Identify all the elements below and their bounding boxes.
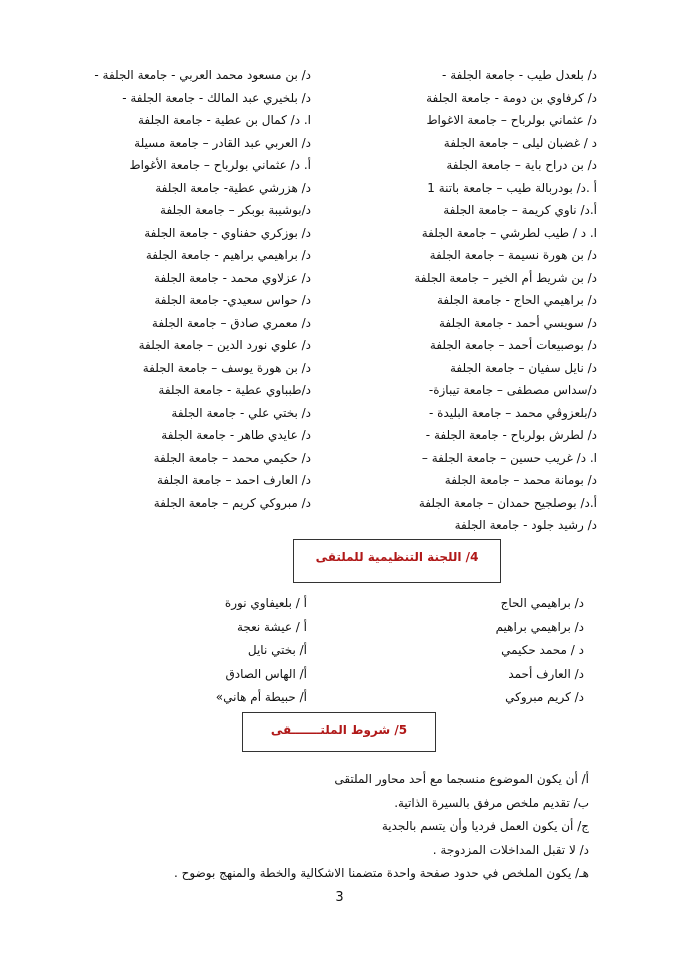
committee-member: ا. د/ كمال بن عطية - جامعة الجلفة <box>137 113 311 127</box>
committee-member: د/ لطرش بولرباح - جامعة الجلفة - <box>425 428 597 442</box>
committee-member: ا. د/ غريب حسين – جامعة الجلفة – <box>421 450 597 465</box>
organizing-committee-right-column <box>384 592 584 710</box>
condition-item: ب/ تقديم ملخص مرفق بالسيرة الذاتية. <box>394 795 589 810</box>
committee-member: د/ رشيد جلود - جامعة الجلفة <box>454 518 597 532</box>
committee-member: د/ بختي علي - جامعة الجلفة <box>171 405 311 420</box>
condition-item: ج/ أن يكون العمل فرديا وأن يتسم بالجدية <box>381 819 589 834</box>
committee-member: د/ بن شريط أم الخير – جامعة الجلفة <box>414 270 597 285</box>
committee-member: د/ براهيمي الحاج - جامعة الجلفة <box>436 293 597 307</box>
organizing-member: أ / عيشة نعجة <box>236 619 307 634</box>
section5-heading-box <box>242 712 436 752</box>
committee-member: د/ بومانة محمد – جامعة الجلفة <box>444 473 597 487</box>
organizing-member: د/ براهيمي براهيم <box>495 619 584 634</box>
committee-member: د/ علوي نورد الدين – جامعة الجلفة <box>138 338 311 352</box>
committee-member: د/ معمري صادق – جامعة الجلفة <box>151 315 311 330</box>
conditions-list <box>49 768 589 886</box>
committee-member: د/ بن مسعود محمد العربي - جامعة الجلفة - <box>94 68 311 82</box>
committee-member: د/ حكيمي محمد – جامعة الجلفة <box>153 450 311 465</box>
organizing-member: أ/ بختي نايل <box>247 643 307 657</box>
committee-member: د/ بوصبيعات أحمد – جامعة الجلفة <box>429 338 597 352</box>
organizing-member: أ/ الهاس الصادق <box>225 666 307 681</box>
committee-member: أ. د/ عثماني بولرباح – جامعة الأغواط <box>129 158 311 172</box>
committee-member: د/ حواس سعيدي- جامعة الجلفة <box>154 293 311 307</box>
committee-member: ا. د / طيب لطرشي – جامعة الجلفة <box>421 225 597 240</box>
page-number: 3 <box>335 890 344 905</box>
organizing-member: د/ براهيمي الحاج <box>500 596 584 610</box>
committee-member: د/ سويسي أحمد - جامعة الجلفة <box>438 315 597 330</box>
committee-member: د/طبباوي عطية - جامعة الجلفة <box>158 383 311 397</box>
organizing-member: أ / بلعيفاوي نورة <box>224 596 307 610</box>
organizing-member: أ/ حبيطة أم هاني» <box>215 690 307 704</box>
committee-member: أ.د/ ناوي كريمة – جامعة الجلفة <box>443 203 597 217</box>
committee-member: د/ العربي عبد القادر – جامعة مسيلة <box>134 135 311 150</box>
committee-member: د/ هزرشي عطية- جامعة الجلفة <box>155 180 311 195</box>
committee-member: د/ بن هورة يوسف – جامعة الجلفة <box>142 360 311 375</box>
committee-member: د/سداس مصطفى – جامعة تيبازة- <box>428 383 597 397</box>
scientific-committee-right-column <box>347 64 597 537</box>
committee-member: د/ كرفاوي بن دومة - جامعة الجلفة <box>426 90 597 105</box>
committee-member: د/ مبروكي كريم – جامعة الجلفة <box>153 495 311 510</box>
committee-member: د/ عايدي طاهر - جامعة الجلفة <box>161 428 311 442</box>
organizing-member: د / محمد حكيمي <box>501 643 584 657</box>
committee-member: أ.د/ بوصلجيح حمدان – جامعة الجلفة <box>418 495 597 510</box>
committee-member: د/ نايل سفيان – جامعة الجلفة <box>449 360 597 375</box>
committee-member: د/ بن دراح باية – جامعة الجلفة <box>446 158 597 172</box>
section4-heading-box <box>293 539 501 583</box>
committee-member: د/ بلخيري عبد المالك - جامعة الجلفة - <box>122 90 311 105</box>
condition-item: أ/ أن يكون الموضوع منسجما مع أحد محاور الملتقى <box>334 772 589 786</box>
organizing-committee-left-column <box>107 592 307 710</box>
committee-member: د/ بن هورة نسيمة – جامعة الجلفة <box>429 248 597 262</box>
committee-member: د/بلعزوڨي محمد – جامعة البليدة - <box>429 405 597 420</box>
committee-member: د/ عزلاوي محمد - جامعة الجلفة <box>154 270 311 285</box>
organizing-member: د/ العارف أحمد <box>508 666 584 681</box>
committee-member: د/ بلعدل طيب - جامعة الجلفة - <box>442 68 597 82</box>
committee-member: د/ العارف احمد – جامعة الجلفة <box>156 473 311 487</box>
section5-title: 5/ شروط الملتـــــــقى <box>270 723 408 737</box>
organizing-member: د/ كريم مبروكي <box>505 690 584 704</box>
condition-item: د/ لا تقبل المداخلات المزدوجة . <box>432 842 589 857</box>
condition-item: هـ/ يكون الملخص في حدود صفحة واحدة متضمنا الاشكالية والخطة والمنهج بوضوح . <box>174 866 589 881</box>
committee-member: د/ براهيمي براهيم - جامعة الجلفة <box>145 248 311 262</box>
section4-title: 4/ اللجنة التنظيمية للملتقى <box>315 550 479 564</box>
committee-member: أ .د/ بودربالة طيب – جامعة باتنة 1 <box>427 180 597 195</box>
scientific-committee-left-column <box>51 64 311 514</box>
committee-member: د/بوشيبة بوبكر – جامعة الجلفة <box>160 203 311 217</box>
committee-member: د/ عثماني بولرباح – جامعة الاغواط <box>426 113 597 127</box>
committee-member: د/ بوزكري حفناوي - جامعة الجلفة <box>144 225 311 240</box>
committee-member: د / غضبان ليلى – جامعة الجلفة <box>443 135 597 150</box>
